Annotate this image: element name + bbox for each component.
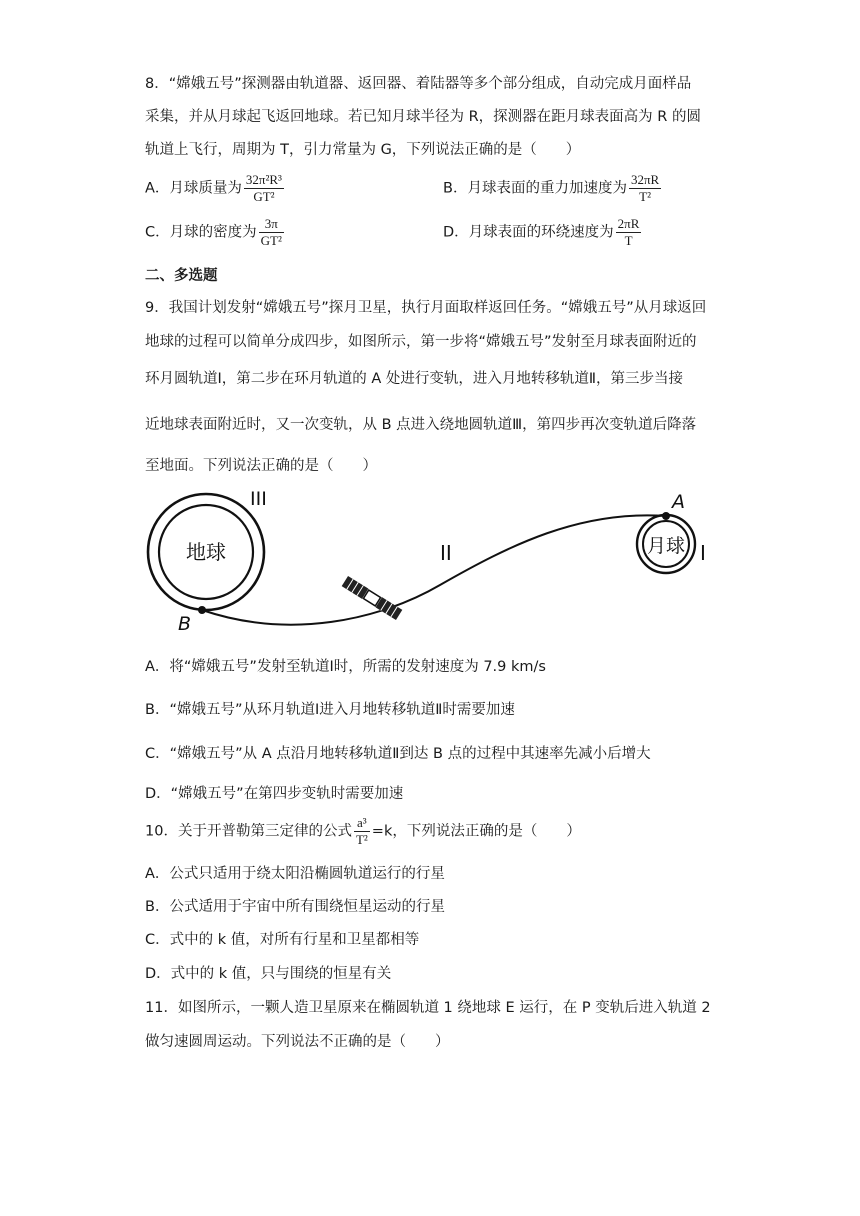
q8-option-a-label: A．月球质量为 bbox=[145, 180, 242, 197]
q11-line2: 做匀速圆周运动。下列说法不正确的是（ ） bbox=[145, 1034, 450, 1050]
q10-option-d: D．式中的 k 值，只与围绕的恒星有关 bbox=[145, 966, 392, 982]
q10-option-c: C．式中的 k 值，对所有行星和卫星都相等 bbox=[145, 932, 420, 948]
q8-option-c-numerator: 3π bbox=[259, 216, 284, 233]
q10-formula-denominator: T² bbox=[355, 832, 368, 847]
q9-option-b: B．“嫦娥五号”从环月轨道Ⅰ进入月地转移轨道Ⅱ时需要加速 bbox=[145, 702, 515, 718]
q10-option-a: A．公式只适用于绕太阳沿椭圆轨道运行的行星 bbox=[145, 866, 445, 882]
q8-option-a-fraction bbox=[244, 172, 284, 205]
section-title: 二、多选题 bbox=[145, 268, 218, 284]
q8-option-b-denominator: T² bbox=[639, 189, 651, 204]
q10-option-b: B．公式适用于宇宙中所有围绕恒星运动的行星 bbox=[145, 899, 445, 915]
q8-line2: 采集，并从月球起飞返回地球。若已知月球半径为 R，探测器在距月球表面高为 R 的圆 bbox=[145, 109, 701, 125]
q8-option-d bbox=[443, 216, 643, 249]
q8-option-a-denominator: GT² bbox=[253, 189, 275, 204]
q10-formula-numerator: a³ bbox=[354, 815, 370, 832]
q8-line3: 轨道上飞行，周期为 T，引力常量为 G，下列说法正确的是（ ） bbox=[145, 142, 581, 158]
q9-line3: 环月圆轨道Ⅰ，第二步在环月轨道的 A 处进行变轨，进入月地转移轨道Ⅱ，第三步当接 bbox=[145, 371, 684, 387]
transfer-orbit-ii bbox=[202, 515, 666, 624]
q8-option-b bbox=[443, 172, 663, 205]
q8-option-c bbox=[145, 216, 286, 249]
q8-option-d-fraction bbox=[616, 216, 642, 249]
moon-label: 月球 bbox=[646, 535, 686, 557]
q8-option-a bbox=[145, 172, 286, 205]
orbit-i-label: I bbox=[700, 541, 706, 565]
point-b-label: B bbox=[178, 613, 192, 635]
point-a-label: A bbox=[672, 491, 685, 513]
q8-option-d-denominator: T bbox=[624, 233, 633, 248]
q9-option-d: D．“嫦娥五号”在第四步变轨时需要加速 bbox=[145, 786, 404, 802]
q9-line5: 至地面。下列说法正确的是（ ） bbox=[145, 458, 377, 474]
q8-option-c-label: C．月球的密度为 bbox=[145, 224, 257, 241]
q8-option-d-label: D．月球表面的环绕速度为 bbox=[443, 224, 614, 241]
q9-line1: 9．我国计划发射“嫦娥五号”探月卫星，执行月面取样返回任务。“嫦娥五号”从月球返回 bbox=[145, 300, 707, 316]
q9-line4: 近地球表面附近时，又一次变轨，从 B 点进入绕地圆轨道Ⅲ，第四步再次变轨道后降落 bbox=[145, 417, 697, 433]
q10-prefix: 10．关于开普勒第三定律的公式 bbox=[145, 823, 352, 840]
q8-option-d-numerator: 2πR bbox=[617, 216, 640, 231]
q8-option-c-fraction bbox=[259, 216, 284, 249]
q8-option-b-numerator: 32πR bbox=[630, 172, 660, 187]
orbit-iii-label: III bbox=[250, 488, 267, 510]
q10-stem bbox=[145, 815, 581, 848]
q10-formula-fraction bbox=[354, 815, 370, 848]
q8-option-a-numerator: 32π²R³ bbox=[245, 172, 282, 187]
q10-suffix: =k，下列说法正确的是（ ） bbox=[371, 823, 581, 840]
q9-option-a: A．将“嫦娥五号”发射至轨道Ⅰ时，所需的发射速度为 7.9 km/s bbox=[145, 659, 546, 675]
point-b-dot bbox=[198, 606, 206, 614]
q8-option-b-fraction bbox=[629, 172, 661, 205]
q11-line1: 11．如图所示，一颗人造卫星原来在椭圆轨道 1 绕地球 E 运行，在 P 变轨后进入轨道 2 bbox=[145, 1000, 711, 1016]
q8-option-c-denominator: GT² bbox=[260, 233, 282, 248]
q9-option-c: C．“嫦娥五号”从 A 点沿月地转移轨道Ⅱ到达 B 点的过程中其速率先减小后增大 bbox=[145, 746, 651, 762]
earth-label: 地球 bbox=[186, 540, 226, 564]
point-a-dot bbox=[662, 512, 670, 520]
q8-option-b-label: B．月球表面的重力加速度为 bbox=[443, 180, 627, 197]
q8-line1: 8．“嫦娥五号”探测器由轨道器、返回器、着陆器等多个部分组成，自动完成月面样品 bbox=[145, 76, 692, 92]
q9-line2: 地球的过程可以简单分成四步，如图所示，第一步将“嫦娥五号”发射至月球表面附近的 bbox=[145, 334, 697, 350]
orbit-transfer-figure bbox=[140, 480, 720, 640]
orbit-ii-label: II bbox=[440, 541, 452, 565]
